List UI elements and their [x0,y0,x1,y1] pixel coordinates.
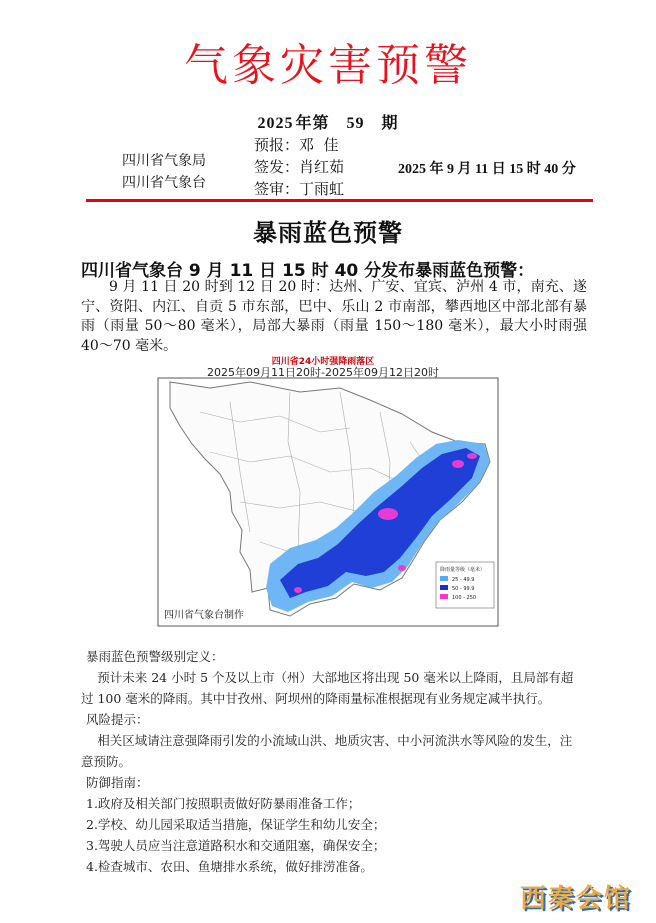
staff-name: 肖红茹 [299,158,345,176]
agency-line-1: 四川省气象局 [122,153,206,169]
staff-issuer [254,156,344,178]
warning-title: 暴雨蓝色预警 [253,219,403,247]
staff-role: 预报： [254,136,300,154]
agency-line-2: 四川省气象台 [122,175,206,191]
guide-item: 4.检查城市、农田、鱼塘排水系统，做好排涝准备。 [86,859,373,874]
map-producer: 四川省气象台制作 [164,610,244,621]
document-title: 气象灾害预警 [184,40,472,91]
definition-title: 暴雨蓝色预警级别定义： [86,649,224,664]
warning-body [81,646,581,877]
guide-item: 2.学校、幼儿园采取适当措施，保证学生和幼儿安全； [86,817,386,832]
forecast-paragraph: 9 月 11 日 20 时到 12 日 20 时：达州、广安、宜宾、泸州 4 市，南充、遂宁、资阳、内江、自贡 5 市东部，巴中、乐山 2 市南部，攀西地区中部北部有暴雨（雨量 50～80 毫米），局部大暴雨（雨量 150～180 毫米），最大小时雨强 40～70 毫米。 [81,279,587,354]
staff-name: 丁雨虹 [299,180,345,198]
risk-title: 风险提示： [86,712,149,727]
definition-text: 预计未来 24 小时 5 个及以上市（州）大部地区将出现 50 毫米以上降雨，且局部有超过 100 毫米的降雨。其中甘孜州、阿坝州的降雨量标准根据现有业务规定减半执行。 [81,670,574,706]
issued-datetime: 2025 年 9 月 11 日 15 时 40 分 [398,162,576,177]
warning-headline: 四川省气象台 9 月 11 日 15 时 40 分发布暴雨蓝色预警： [81,261,535,281]
staff-role: 签审： [254,180,300,198]
issue-year-suffix: 年第 [295,115,330,132]
staff-reviewer [254,178,344,200]
rainfall-map-svg [140,352,506,636]
risk-text: 相关区域请注意强降雨引发的小流域山洪、地质灾害、中小河流洪水等风险的发生，注意预防。 [81,733,573,769]
issue-unit: 期 [381,115,399,132]
map-title-red: 四川省24小时强降雨落区 [271,357,375,367]
guide-item: 1.政府及相关部门按照职责做好防暴雨准备工作； [86,796,361,811]
staff-forecaster [254,134,339,156]
map-title: 2025年09月11日20时-2025年09月12日20时 [207,366,439,379]
staff-role: 签发： [254,158,300,176]
legend-swatch [440,585,448,590]
issue-year: 2025 [257,115,294,132]
legend-label: 100 - 250 [452,595,477,601]
legend-swatch [440,594,448,599]
header-divider [86,199,593,202]
watermark-logo: 西秦会馆 [519,884,632,914]
map-legend [436,562,494,608]
issue-number [0,110,656,133]
legend-label: 25 - 49.9 [452,577,475,583]
legend-title: 降雨量等级（毫米） [440,567,486,573]
issue-no: 59 [346,115,365,132]
legend-swatch [440,576,448,581]
legend-label: 50 - 99.9 [452,586,475,592]
guide-item: 3.驾驶人员应当注意道路积水和交通阻塞，确保安全； [86,838,386,853]
rainfall-map [140,352,506,636]
guide-title: 防御指南： [86,775,149,790]
staff-name: 邓 佳 [299,136,339,154]
